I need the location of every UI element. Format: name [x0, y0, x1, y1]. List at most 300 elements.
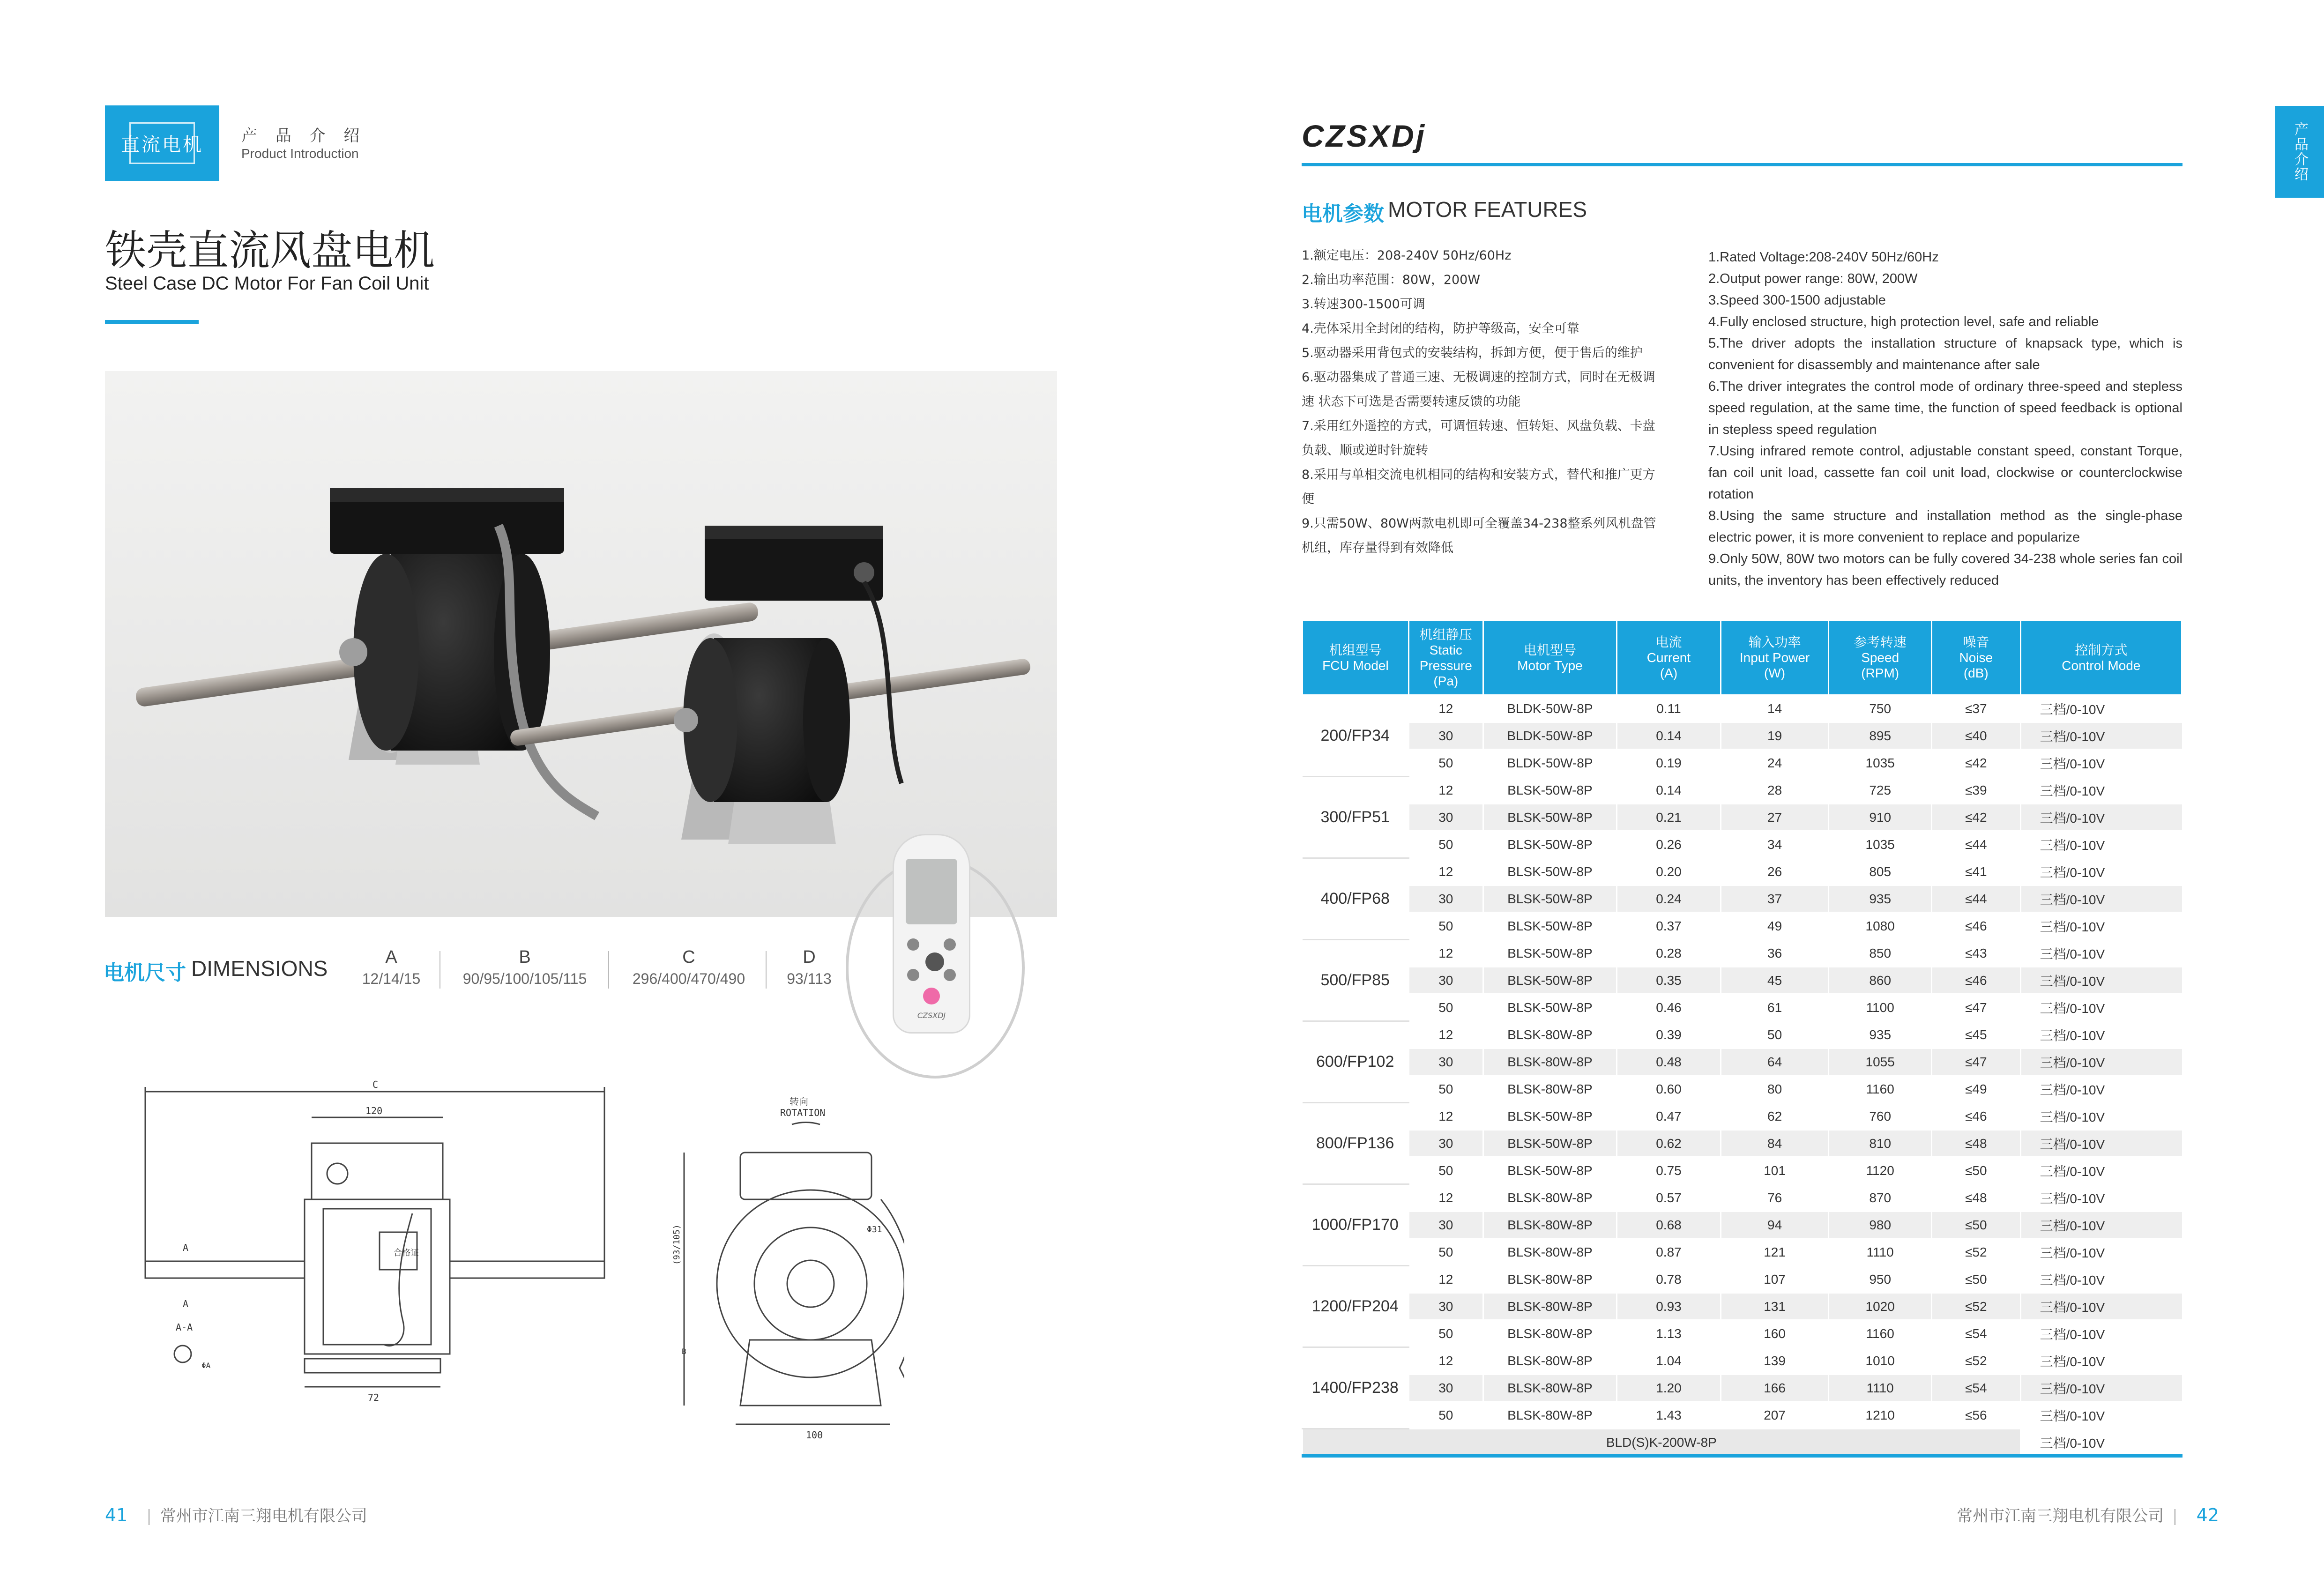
table-cell: BLSK-80W-8P: [1483, 1402, 1616, 1429]
feature-item-en: 2.Output power range: 80W, 200W: [1708, 271, 1918, 286]
table-cell: ≤46: [1931, 967, 2020, 994]
feature-item-en: 7.Using infrared remote control, adjustable constant speed, constant Torque, fan coil unit load, cassette fan coil unit load, clockwise or counterclockwise rotation: [1708, 444, 2182, 502]
company-name-right: 常州市江南三翔电机有限公司: [1957, 1507, 2164, 1525]
table-cell: 49: [1721, 913, 1829, 940]
table-cell: 0.47: [1617, 1103, 1721, 1130]
dimension-a-value: 12/14/15: [362, 970, 421, 987]
drawing-label-aa: A-A: [176, 1322, 193, 1333]
table-cell: 0.14: [1617, 722, 1721, 750]
spec-header-cn: 电机型号: [1523, 642, 1576, 657]
table-cell: 50: [1408, 1402, 1483, 1429]
spec-header-cell: [1829, 620, 1932, 695]
spec-header-en: Noise: [1959, 650, 1993, 665]
feature-item-cn: 1.额定电压：208-240V 50Hz/60Hz: [1302, 248, 1512, 263]
table-cell: 三档/0-10V: [2020, 750, 2182, 777]
feature-item-en: 8.Using the same structure and installation method as the single-phase electric power, it is more convenient to replace and popularize: [1708, 508, 2182, 545]
technical-drawing: [131, 1078, 904, 1443]
table-cell: 0.62: [1617, 1130, 1721, 1157]
tag-frame: [129, 122, 195, 164]
table-cell: 0.78: [1617, 1266, 1721, 1293]
table-cell: BLDK-50W-8P: [1483, 695, 1616, 722]
table-cell: 0.57: [1617, 1184, 1721, 1212]
spec-header-u: (dB): [1963, 666, 1989, 680]
table-cell: 0.14: [1617, 777, 1721, 804]
table-cell: 1010: [1829, 1347, 1932, 1375]
feature-item-en: 9.Only 50W, 80W two motors can be fully covered 34-238 whole series fan coil units, the inventory has been effectively reduced: [1708, 551, 2182, 588]
spec-header-cn: 机组静压: [1419, 627, 1472, 642]
table-cell: 19: [1721, 722, 1829, 750]
table-cell: 760: [1829, 1103, 1932, 1130]
table-row: [1303, 750, 2182, 777]
table-row: [1303, 1375, 2182, 1402]
table-cell: 三档/0-10V: [2020, 1375, 2182, 1402]
spec-header-en: Speed: [1861, 650, 1899, 665]
table-cell: BLDK-50W-8P: [1483, 750, 1616, 777]
table-cell: 207: [1721, 1402, 1829, 1429]
table-cell: BLSK-50W-8P: [1483, 858, 1616, 885]
table-cell: ≤49: [1931, 1076, 2020, 1103]
drawing-label-d31: Φ31: [867, 1225, 882, 1235]
table-cell: 三档/0-10V: [2020, 695, 2182, 722]
spec-header-en: Control Mode: [2062, 658, 2141, 673]
table-row: [1303, 777, 2182, 804]
table-cell: ≤50: [1931, 1212, 2020, 1239]
fcu-model-cell: 1400/FP238: [1303, 1347, 1409, 1429]
table-cell: 三档/0-10V: [2020, 1184, 2182, 1212]
table-cell: BLSK-50W-8P: [1483, 1130, 1616, 1157]
table-cell: ≤47: [1931, 1049, 2020, 1076]
drawing-label-100: 100: [806, 1429, 823, 1441]
category-tag-label: 直流电机: [121, 134, 203, 156]
table-cell: 1210: [1829, 1402, 1932, 1429]
table-cell: 1100: [1829, 994, 1932, 1021]
table-cell: ≤42: [1931, 804, 2020, 831]
table-row: [1303, 1021, 2182, 1049]
table-row: [1303, 1130, 2182, 1157]
table-cell: ≤41: [1931, 858, 2020, 885]
table-cell: 三档/0-10V: [2020, 1293, 2182, 1320]
drawing-label-72: 72: [368, 1392, 380, 1403]
spec-header-en: Motor Type: [1517, 658, 1583, 673]
table-cell: 12: [1408, 1347, 1483, 1375]
table-cell: ≤46: [1931, 1103, 2020, 1130]
table-cell: ≤39: [1931, 777, 2020, 804]
table-cell: 三档/0-10V: [2020, 858, 2182, 885]
table-cell: 三档/0-10V: [2020, 885, 2182, 913]
dimension-b: [450, 947, 600, 988]
spec-header-cell: [1483, 620, 1616, 695]
table-cell: 0.87: [1617, 1239, 1721, 1266]
table-cell: 50: [1408, 750, 1483, 777]
drawing-label-c: C: [372, 1079, 379, 1090]
table-cell: 0.93: [1617, 1293, 1721, 1320]
feature-item-cn: 7.采用红外遥控的方式，可调恒转速、恒转矩、风盘负载、卡盘负载、顺或逆时针旋转: [1302, 419, 1655, 458]
table-cell: 0.60: [1617, 1076, 1721, 1103]
table-cell: BLSK-50W-8P: [1483, 831, 1616, 858]
feature-item-cn: 2.输出功率范围：80W，200W: [1302, 273, 1481, 287]
table-row: [1303, 885, 2182, 913]
table-cell: 94: [1721, 1212, 1829, 1239]
footer-right: [1957, 1503, 2219, 1526]
table-row: [1303, 1266, 2182, 1293]
table-cell: 131: [1721, 1293, 1829, 1320]
table-cell: 三档/0-10V: [2020, 804, 2182, 831]
table-row: [1303, 804, 2182, 831]
fcu-model-cell: 800/FP136: [1303, 1103, 1409, 1184]
table-cell: 1035: [1829, 750, 1932, 777]
table-cell: ≤50: [1931, 1266, 2020, 1293]
table-cell: 0.20: [1617, 858, 1721, 885]
table-cell: ≤52: [1931, 1347, 2020, 1375]
fcu-model-cell: 1000/FP170: [1303, 1184, 1409, 1266]
table-cell: 50: [1408, 1076, 1483, 1103]
table-cell: 1020: [1829, 1293, 1932, 1320]
table-row: [1303, 831, 2182, 858]
brand-logo: CZSXDj: [1302, 119, 1427, 153]
table-cell: 30: [1408, 967, 1483, 994]
fcu-model-cell: 600/FP102: [1303, 1021, 1409, 1103]
table-cell: 37: [1721, 885, 1829, 913]
table-cell: ≤48: [1931, 1184, 2020, 1212]
table-cell: 750: [1829, 695, 1932, 722]
feature-item-cn: 9.只需50W、80W两款电机即可全覆盖34-238整系列风机盘管机组，库存量得到有效降低: [1302, 516, 1656, 555]
dimension-d-header: D: [803, 947, 816, 967]
table-cell: ≤44: [1931, 885, 2020, 913]
feature-item-en: 1.Rated Voltage:208-240V 50Hz/60Hz: [1708, 250, 1939, 265]
table-cell: 三档/0-10V: [2020, 1103, 2182, 1130]
remote-control-image: [893, 834, 970, 1034]
table-cell: 三档/0-10V: [2020, 1157, 2182, 1184]
side-tab: 产品介绍: [2275, 106, 2324, 198]
table-cell: BLSK-50W-8P: [1483, 913, 1616, 940]
remote-button: [925, 952, 944, 971]
spec-table-body: [1303, 695, 2182, 1456]
footer-separator: |: [2172, 1507, 2178, 1525]
table-cell: 860: [1829, 967, 1932, 994]
table-cell: 64: [1721, 1049, 1829, 1076]
dimension-divider: [766, 951, 767, 989]
feature-item-en: 5.The driver adopts the installation structure of knapsack type, which is convenient for disassembly and maintenance after sale: [1708, 336, 2182, 372]
table-cell: 1080: [1829, 913, 1932, 940]
table-cell: BLSK-50W-8P: [1483, 1157, 1616, 1184]
table-cell: ≤50: [1931, 1157, 2020, 1184]
table-row: [1303, 1103, 2182, 1130]
table-cell: 121: [1721, 1239, 1829, 1266]
table-cell: 910: [1829, 804, 1932, 831]
table-row: [1303, 858, 2182, 885]
dimension-d: [774, 947, 844, 988]
footer-separator: |: [146, 1507, 152, 1525]
spec-header-cell: [1721, 620, 1829, 695]
table-cell: 1110: [1829, 1375, 1932, 1402]
title-underline: [105, 320, 199, 324]
footer-left: [105, 1503, 367, 1526]
spec-header-en: FCU Model: [1322, 658, 1389, 673]
table-cell: 30: [1408, 1375, 1483, 1402]
spec-header-cn: 控制方式: [2075, 642, 2128, 657]
table-cell: BLSK-80W-8P: [1483, 1320, 1616, 1347]
table-cell: 30: [1408, 722, 1483, 750]
table-row: [1303, 1347, 2182, 1375]
fcu-model-cell: 200/FP34: [1303, 695, 1409, 777]
table-cell: 24: [1721, 750, 1829, 777]
table-cell: 80: [1721, 1076, 1829, 1103]
drawing-label-b: B: [682, 1347, 686, 1356]
remote-button: [944, 938, 956, 951]
spec-header-cell: [1408, 620, 1483, 695]
table-cell: 0.48: [1617, 1049, 1721, 1076]
table-cell: 三档/0-10V: [2020, 1402, 2182, 1429]
table-cell: 28: [1721, 777, 1829, 804]
table-cell: BLSK-80W-8P: [1483, 1049, 1616, 1076]
table-row: [1303, 967, 2182, 994]
table-row: [1303, 1049, 2182, 1076]
feature-item-en: 6.The driver integrates the control mode of ordinary three-speed and stepless speed regulation, at the same time, the function of speed feedback is optional in stepless speed regulation: [1708, 379, 2182, 437]
page-number-left: 41: [105, 1505, 128, 1525]
table-cell: BLSK-80W-8P: [1483, 1293, 1616, 1320]
spec-header-cn: 噪音: [1963, 635, 1989, 649]
table-row: [1303, 695, 2182, 722]
table-row: [1303, 940, 2182, 967]
table-cell: 12: [1408, 1021, 1483, 1049]
spec-header-en: Static Pressure: [1419, 642, 1472, 673]
intro-label-en: Product Introduction: [241, 146, 359, 161]
table-cell: 14: [1721, 695, 1829, 722]
dimension-d-value: 93/113: [787, 970, 832, 987]
category-tag: [105, 105, 219, 181]
fcu-model-cell: 300/FP51: [1303, 777, 1409, 858]
table-row: [1303, 913, 2182, 940]
table-cell: BLSK-50W-8P: [1483, 885, 1616, 913]
spec-header-cell: [1303, 620, 1409, 695]
table-cell: 34: [1721, 831, 1829, 858]
table-cell: 12: [1408, 1266, 1483, 1293]
table-cell: BLSK-50W-8P: [1483, 994, 1616, 1021]
table-cell: 30: [1408, 1130, 1483, 1157]
intro-label-cn: 产 品 介 绍: [241, 126, 366, 145]
remote-button: [907, 969, 919, 981]
table-cell: 62: [1721, 1103, 1829, 1130]
remote-button: [907, 938, 919, 951]
drawing-label-a2: A: [183, 1298, 189, 1309]
feature-item-en: 4.Fully enclosed structure, high protection level, safe and reliable: [1708, 314, 2099, 329]
table-cell: ≤52: [1931, 1293, 2020, 1320]
table-row: [1303, 1212, 2182, 1239]
table-cell: BLSK-80W-8P: [1483, 1212, 1616, 1239]
table-cell: 50: [1721, 1021, 1829, 1049]
table-cell: 30: [1408, 885, 1483, 913]
header-rule: [1302, 163, 2182, 166]
table-row: [1303, 994, 2182, 1021]
table-cell: BLSK-80W-8P: [1483, 1347, 1616, 1375]
table-cell: 12: [1408, 940, 1483, 967]
table-cell: 三档/0-10V: [2020, 1021, 2182, 1049]
table-cell: 0.28: [1617, 940, 1721, 967]
table-cell: 0.46: [1617, 994, 1721, 1021]
table-cell: 101: [1721, 1157, 1829, 1184]
table-cell: BLSK-50W-8P: [1483, 777, 1616, 804]
table-cell: 三档/0-10V: [2020, 967, 2182, 994]
table-cell: 三档/0-10V: [2020, 1130, 2182, 1157]
table-cell: 139: [1721, 1347, 1829, 1375]
table-row: [1303, 1239, 2182, 1266]
spec-header-cell: [1617, 620, 1721, 695]
table-cell: 1.13: [1617, 1320, 1721, 1347]
table-cell: ≤47: [1931, 994, 2020, 1021]
table-cell: 935: [1829, 885, 1932, 913]
drawing-label-phi: ΦA: [201, 1361, 211, 1370]
table-cell: ≤54: [1931, 1320, 2020, 1347]
table-cell: 0.26: [1617, 831, 1721, 858]
table-cell: BLSK-80W-8P: [1483, 1021, 1616, 1049]
drawing-label-120: 120: [365, 1105, 383, 1116]
table-cell: BLSK-80W-8P: [1483, 1184, 1616, 1212]
feature-item-en: 3.Speed 300-1500 adjustable: [1708, 293, 1886, 308]
spec-header-cell: [2020, 620, 2182, 695]
dimension-b-value: 90/95/100/105/115: [462, 970, 587, 987]
table-cell: 27: [1721, 804, 1829, 831]
drawing-label-height: (93/105): [672, 1224, 682, 1265]
fcu-model-cell: 400/FP68: [1303, 858, 1409, 940]
table-cell: BLSK-80W-8P: [1483, 1266, 1616, 1293]
table-cell: 三档/0-10V: [2020, 940, 2182, 967]
table-cell: 0.39: [1617, 1021, 1721, 1049]
table-cell: 三档/0-10V: [2020, 1320, 2182, 1347]
table-cell: 三档/0-10V: [2020, 1076, 2182, 1103]
table-cell: 30: [1408, 1293, 1483, 1320]
table-row: [1303, 1402, 2182, 1429]
table-cell: 三档/0-10V: [2020, 722, 2182, 750]
spec-header-en: Current: [1646, 650, 1691, 665]
product-photo: [105, 371, 1057, 917]
feature-item-cn: 5.驱动器采用背包式的安装结构，拆卸方便，便于售后的维护: [1302, 346, 1643, 360]
table-cell: 980: [1829, 1212, 1932, 1239]
table-cell: ≤48: [1931, 1130, 2020, 1157]
table-cell: 0.24: [1617, 885, 1721, 913]
drawing-label-a1: A: [183, 1242, 189, 1253]
table-cell: 50: [1408, 831, 1483, 858]
table-cell: 950: [1829, 1266, 1932, 1293]
table-cell: BLSK-80W-8P: [1483, 1375, 1616, 1402]
dimensions-label-en: DIMENSIONS: [191, 956, 328, 981]
table-cell: 三档/0-10V: [2020, 777, 2182, 804]
table-cell: 12: [1408, 1184, 1483, 1212]
table-cell: 76: [1721, 1184, 1829, 1212]
table-cell: 50: [1408, 1157, 1483, 1184]
features-list-cn: [1302, 244, 1658, 560]
table-cell: 61: [1721, 994, 1829, 1021]
table-cell: 725: [1829, 777, 1932, 804]
table-cell: ≤44: [1931, 831, 2020, 858]
table-cell: BLDK-50W-8P: [1483, 722, 1616, 750]
table-cell: 1.04: [1617, 1347, 1721, 1375]
spec-header-cn: 电流: [1655, 635, 1682, 649]
table-cell: 0.68: [1617, 1212, 1721, 1239]
table-cell: 1160: [1829, 1320, 1932, 1347]
table-cell: 895: [1829, 722, 1932, 750]
table-row: [1303, 1157, 2182, 1184]
table-cell: BLSK-80W-8P: [1483, 1076, 1616, 1103]
table-cell: 30: [1408, 1049, 1483, 1076]
table-cell: 1.43: [1617, 1402, 1721, 1429]
table-cell: 1120: [1829, 1157, 1932, 1184]
table-cell: BLSK-50W-8P: [1483, 1103, 1616, 1130]
company-name-left: 常州市江南三翔电机有限公司: [160, 1507, 367, 1525]
table-cell: 30: [1408, 804, 1483, 831]
table-cell: 1160: [1829, 1076, 1932, 1103]
table-row-total: [1303, 1429, 2182, 1456]
table-cell: ≤40: [1931, 722, 2020, 750]
total-control-cell: 三档/0-10V: [2020, 1429, 2182, 1456]
table-cell: ≤37: [1931, 695, 2020, 722]
fcu-model-cell: 1200/FP204: [1303, 1266, 1409, 1347]
table-row: [1303, 1320, 2182, 1347]
page-title-cn: 铁壳直流风盘电机: [105, 226, 435, 275]
power-icon: [923, 988, 940, 1004]
table-cell: 850: [1829, 940, 1932, 967]
drawing-rotation-cn: 转向: [790, 1096, 808, 1107]
page-title-en: Steel Case DC Motor For Fan Coil Unit: [105, 273, 429, 294]
table-row: [1303, 1293, 2182, 1320]
table-cell: 810: [1829, 1130, 1932, 1157]
remote-button: [944, 969, 956, 981]
page-number-right: 42: [2196, 1505, 2219, 1525]
table-cell: 30: [1408, 1212, 1483, 1239]
table-cell: 805: [1829, 858, 1932, 885]
table-cell: 三档/0-10V: [2020, 1212, 2182, 1239]
footer-rule: [1302, 1454, 2182, 1458]
table-cell: 0.21: [1617, 804, 1721, 831]
table-cell: 三档/0-10V: [2020, 994, 2182, 1021]
table-cell: ≤52: [1931, 1239, 2020, 1266]
spec-table: [1302, 619, 2182, 1457]
table-cell: BLSK-50W-8P: [1483, 940, 1616, 967]
table-cell: 160: [1721, 1320, 1829, 1347]
feature-item-cn: 8.采用与单相交流电机相同的结构和安装方式，替代和推广更方便: [1302, 468, 1655, 506]
table-cell: ≤56: [1931, 1402, 2020, 1429]
fcu-model-cell: 500/FP85: [1303, 940, 1409, 1021]
table-cell: ≤46: [1931, 913, 2020, 940]
spec-header-cn: 参考转速: [1854, 635, 1907, 649]
table-cell: BLSK-80W-8P: [1483, 1239, 1616, 1266]
table-cell: ≤43: [1931, 940, 2020, 967]
table-cell: 0.37: [1617, 913, 1721, 940]
table-cell: 三档/0-10V: [2020, 1239, 2182, 1266]
spec-header-u: (A): [1660, 666, 1678, 680]
table-cell: 12: [1408, 777, 1483, 804]
spec-table-header: [1303, 620, 2182, 695]
table-cell: 1055: [1829, 1049, 1932, 1076]
table-cell: 26: [1721, 858, 1829, 885]
table-cell: ≤42: [1931, 750, 2020, 777]
features-label-en: MOTOR FEATURES: [1388, 197, 1587, 222]
table-cell: 50: [1408, 1320, 1483, 1347]
table-cell: 12: [1408, 858, 1483, 885]
table-cell: 三档/0-10V: [2020, 1049, 2182, 1076]
table-cell: BLSK-50W-8P: [1483, 804, 1616, 831]
table-cell: 45: [1721, 967, 1829, 994]
table-cell: 三档/0-10V: [2020, 831, 2182, 858]
table-cell: 0.19: [1617, 750, 1721, 777]
table-cell: 870: [1829, 1184, 1932, 1212]
dimension-c-value: 296/400/470/490: [632, 970, 745, 987]
table-cell: 12: [1408, 1103, 1483, 1130]
dimensions-label-cn: 电机尺寸: [104, 961, 186, 985]
table-cell: ≤54: [1931, 1375, 2020, 1402]
total-motor-cell: BLD(S)K-200W-8P: [1303, 1429, 2021, 1456]
spec-header-u: (W): [1764, 666, 1786, 680]
table-cell: BLSK-50W-8P: [1483, 967, 1616, 994]
